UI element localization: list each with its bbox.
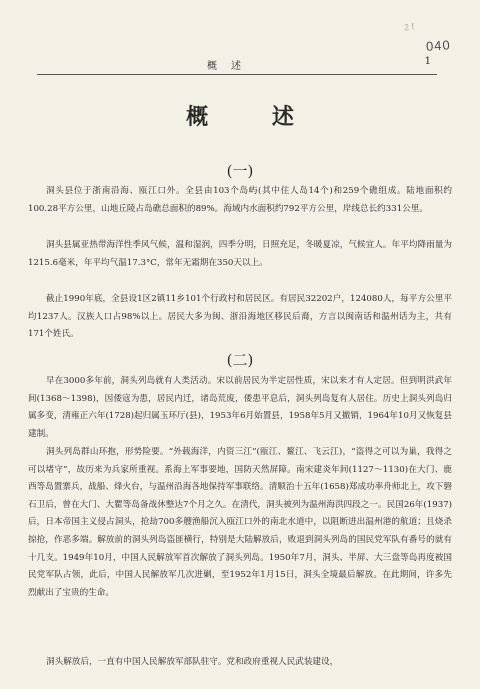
paragraph: 早在3000多年前，洞头列岛就有人类活动。宋以前居民为半定居性质，宋以来才有人定居。但到明洪武年间(1368～1398)，因倭寇为患，居民内迁，诸岛荒废，倭患平息后，洞头列岛复有人居住。历史上洞头列岛归属多变，清雍正六年(1728)起归属玉环厅(县)，1953年6月始置县，1958年5月又撤销，1964年10月又恢复县建制。 [28, 376, 452, 439]
chapter-title: 概 述 [186, 104, 322, 130]
section-heading-2: (二) [226, 351, 254, 369]
paragraph: 洞头解放后，一直有中国人民解放军部队驻守。党和政府重视人民武装建设， [46, 657, 339, 667]
running-header [37, 54, 437, 75]
archive-stamp-number: 040 [425, 37, 452, 54]
paragraph: 洞头县属亚热带海洋性季风气候，温和湿润，四季分明，日照充足，冬暖夏凉，气候宜人。年平均降雨量为1215.6毫米，年平均气温17.3°C，常年无霜期在350天以上。 [28, 240, 452, 268]
page-number: 1 [424, 56, 431, 67]
header-title: 概述 [207, 61, 255, 72]
paragraph: 洞头县位于浙南沿海、瓯江口外。全县由103个岛屿(其中住人岛14个)和259个礁组成。陆地面积约100.28平方公里，山地丘陵占岛礁总面积的89%。海域内水面积约792平方公里，岸线总长约331公里。 [28, 186, 452, 214]
paragraph: 截止1990年底，全县设1区2镇11乡101个行政村和居民区。有居民32202户，124080人，每平方公里平均1237人。汉族人口占98%以上。居民大多为闽、浙沿海地区移民后裔，方言以闽南话和温州话为主，共有171个姓氏。 [28, 294, 452, 340]
paragraph: 洞头列岛群山环抱，形势险要。“外载海洋，内资三江”(瓯江、鳌江、飞云江)，“盗得之可以为巢，我得之可以堵守”，故历来为兵家所重视。系海上军事要地，国防天然屏障。南宋建炎年间(1127～1130)在大门、鹿西等岛置寨兵，战船、烽火台，与温州沿海各地保持军事联络。清顺治十五年(1658)郑成功率舟师北上，攻下磐石卫后，曾在大门、大瞿等岛备战休整达7个月之久。在清代，洞头被列为温州海洪四段之一。民国26年(1937)后，日本帝国主义侵占洞头，抢劫700多艘渔船沉入瓯江口外的南北水道中，以阻断进出温州港的航道；且烧杀掠抢，作恶多端。解放前的洞头列岛盗匪横行，特别是大陆解放后，败退到洞头列岛的国民党军队有番号的就有十几支。1949年10月，中国人民解放军首次解放了洞头列岛。1950年7月，洞头、半屏、大三盘等岛再度被国民党军队占领，此后，中国人民解放军几次进剿，至1952年1月15日，洞头全境最后解放。在此期间，许多先烈献出了宝贵的生命。 [28, 447, 452, 598]
faint-pencil-mark: 2 f [403, 21, 415, 33]
section-heading-1: (一) [226, 162, 254, 180]
